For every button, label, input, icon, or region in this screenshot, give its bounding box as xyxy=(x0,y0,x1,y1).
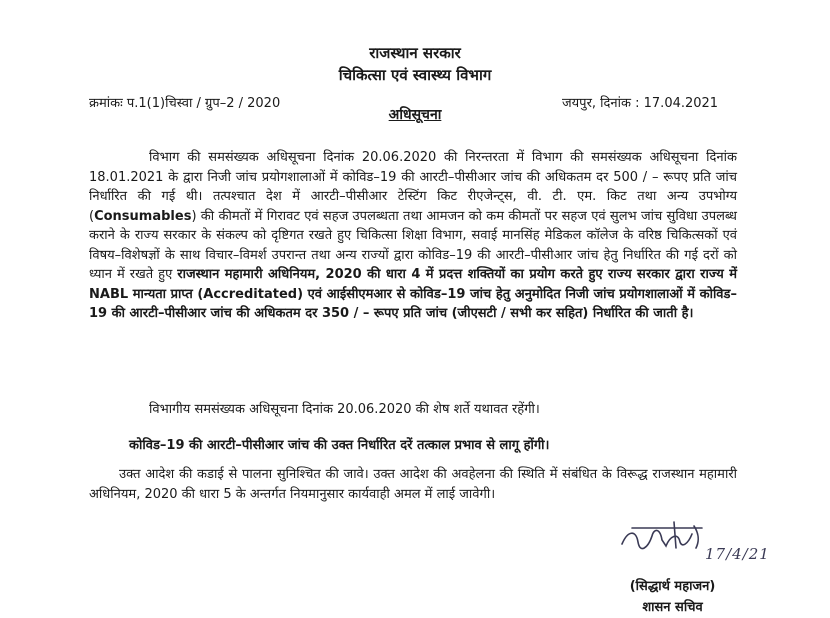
reference-value: प.1(1)चिस्वा / ग्रुप–2 / 2020 xyxy=(126,96,281,111)
notice-heading: अधिसूचना xyxy=(388,107,442,123)
paragraph-compliance: उक्त आदेश की कडाई से पालना सुनिश्चित की जावे। उक्त आदेश की अवहेलना की स्थिति में संबंधित के विरूद्ध राजस्थान महामारी अधिनियम, 2020 की धारा 5 के अन्तर्गत नियमानुसार कार्यवाही अमल में लाई जावेगी। xyxy=(89,467,737,502)
department-name: चिकित्सा एवं स्वास्थ्य विभाग xyxy=(338,66,492,84)
place-date-label: जयपुर, दिनांक : xyxy=(562,96,640,111)
paragraph-effective: कोविड–19 की आरटी–पीसीआर जांच की उक्त निर्धारित दरें तत्काल प्रभाव से लागू होंगी। xyxy=(129,438,550,453)
reference-label: क्रमांकः xyxy=(89,96,123,111)
date-value: 17.04.2021 xyxy=(643,96,719,111)
paragraph-remaining-terms: विभागीय समसंख्यक अधिसूचना दिनांक 20.06.2020 की शेष शर्ते यथावत रहेंगी। xyxy=(149,402,540,417)
signatory-designation: शासन सचिव xyxy=(642,600,703,615)
govt-name: राजस्थान सरकार xyxy=(369,44,461,62)
signatory-name: (सिद्धार्थ महाजन) xyxy=(629,579,716,594)
paragraph-main: विभाग की समसंख्यक अधिसूचना दिनांक 20.06.2020 की निरन्तरता में विभाग की समसंख्यक अधिसूचना दिनांक 18.01.2021 के द्वारा निजी जांच प्रयोगशालाओं में कोविड–19 की आरटी–पीसीआर जांच की अधिकतम दर 500 / – रूपए प्रति जांच निर्धारित की गई थी। तत्पश्चात देश में आरटी–पीसीआर टेस्टिंग किट रीएजेन्ट्स, वी. टी. एम. किट तथा अन्य उपभोग्य (Consumables) की कीमतों में गिरावट एवं सहज उपलब्धता तथा आमजन को कम कीमतों पर सहज एवं सुलभ जांच सुविधा उपलब्ध कराने के राज्य सरकार के संकल्प को दृष्टिगत रखते हुए चिकित्सा शिक्षा विभाग, सवाई मानसिंह मेडिकल कॉलेज के वरिष्ठ चिकित्सकों एवं विषय–विशेषज्ञों के साथ विचार–विमर्श उपरान्त तथा अन्य राज्यों द्वारा कोविड–19 की आरटी–पीसीआर जांच हेतु निर्धारित की गई दरों को ध्यान में रखते हुए राजस्थान महामारी अधिनियम, 2020 की धारा 4 में प्रदत्त शक्तियों का प्रयोग करते हुए राज्य सरकार द्वारा राज्य में NABL मान्यता प्राप्त (Accreditated) एवं आईसीएमआर से कोविड–19 जांच हेतु अनुमोदित निजी जांच प्रयोगशालाओं में कोविड–19 की आरटी–पीसीआर जांच की अधिकतम दर 350 / – रूपए प्रति जांच (जीएसटी / सभी कर सहित) निर्धारित की जाती है। xyxy=(89,150,737,321)
signature-date: 17/4/21 xyxy=(705,545,770,563)
signature-block xyxy=(600,518,800,618)
handwritten-signature xyxy=(618,518,708,558)
